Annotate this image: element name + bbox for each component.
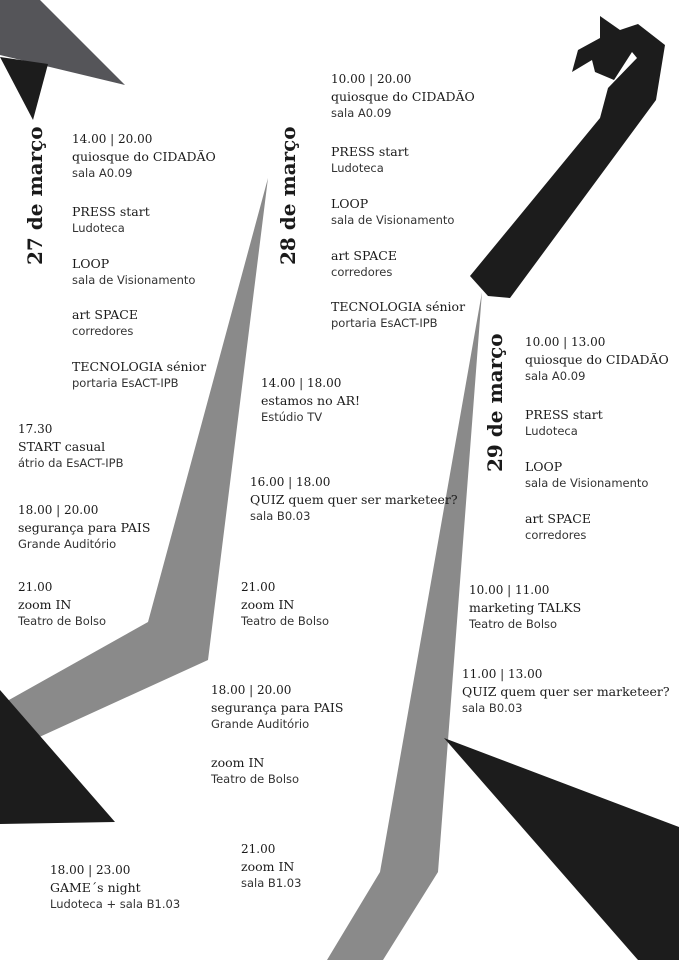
event-place: sala A0.09 (331, 106, 392, 120)
event-title: quiosque do CIDADÃO (525, 352, 669, 367)
event-28-zoom-in-bolso (211, 754, 299, 788)
event-title: zoom IN (241, 859, 295, 874)
event-29-quiz (462, 666, 670, 717)
event-27-start-casual (18, 421, 123, 472)
event-title: LOOP (525, 459, 563, 474)
event-time: 14.00 | 18.00 (261, 376, 342, 390)
event-time: 11.00 | 13.00 (462, 667, 543, 681)
event-title: quiosque do CIDADÃO (72, 149, 216, 164)
event-place: Teatro de Bolso (241, 614, 330, 628)
event-29-loop (525, 458, 648, 492)
event-29-quiosque (525, 334, 669, 385)
top-right-black-figure (470, 16, 665, 298)
event-title: PRESS start (525, 407, 603, 422)
event-time: 10.00 | 20.00 (331, 72, 412, 86)
event-place: Ludoteca (331, 161, 384, 175)
event-28-quiosque (331, 71, 475, 122)
event-title: segurança para PAIS (18, 520, 151, 535)
event-title: marketing TALKS (469, 600, 582, 615)
event-title: segurança para PAIS (211, 700, 344, 715)
event-time: 21.00 (241, 842, 276, 856)
event-title: zoom IN (241, 597, 295, 612)
event-title: art SPACE (331, 248, 397, 263)
event-time: 18.00 | 23.00 (50, 863, 131, 877)
event-28-zoom-in-2100 (241, 579, 329, 630)
event-27-tecnologia (72, 358, 206, 392)
event-place: átrio da EsACT-IPB (18, 456, 124, 470)
day-heading-29: 29 de março (483, 333, 507, 472)
event-27-seguranca (18, 502, 150, 553)
event-27-quiosque (72, 131, 216, 182)
event-title: START casual (18, 439, 106, 454)
event-time: 10.00 | 13.00 (525, 335, 606, 349)
event-29-art-space (525, 510, 591, 544)
top-left-black-wedge (0, 57, 48, 120)
event-title: quiosque do CIDADÃO (331, 89, 475, 104)
event-place: Ludoteca + sala B1.03 (50, 897, 181, 911)
event-title: QUIZ quem quer ser marketeer? (462, 684, 670, 699)
event-28-quiz (250, 474, 458, 525)
event-title: GAME´s night (50, 880, 141, 895)
day-heading-27: 27 de março (23, 126, 47, 265)
event-place: sala de Visionamento (72, 273, 196, 287)
event-time: 10.00 | 11.00 (469, 583, 550, 597)
bottom-right-black-triangle (444, 738, 679, 960)
event-time: 18.00 | 20.00 (18, 503, 99, 517)
event-27-art-space (72, 306, 138, 340)
event-28-loop (331, 195, 454, 229)
event-place: Teatro de Bolso (211, 772, 300, 786)
event-place: sala B1.03 (241, 876, 302, 890)
event-time: 21.00 (241, 580, 276, 594)
event-title: zoom IN (18, 597, 72, 612)
event-title: LOOP (72, 256, 110, 271)
event-28-press-start (331, 143, 409, 177)
event-title: LOOP (331, 196, 369, 211)
event-time: 14.00 | 20.00 (72, 132, 153, 146)
event-29-press-start (525, 406, 603, 440)
event-place: Ludoteca (72, 221, 125, 235)
event-title: art SPACE (72, 307, 138, 322)
event-28-estamos-no-ar (261, 375, 360, 426)
event-27-press-start (72, 203, 150, 237)
event-place: Teatro de Bolso (469, 617, 558, 631)
event-title: estamos no AR! (261, 393, 361, 408)
event-place: sala A0.09 (72, 166, 133, 180)
event-title: art SPACE (525, 511, 591, 526)
event-place: sala de Visionamento (331, 213, 455, 227)
event-28-tecnologia (331, 298, 465, 332)
event-title: PRESS start (72, 204, 150, 219)
event-place: Grande Auditório (18, 537, 117, 551)
event-place: corredores (331, 265, 393, 279)
event-28-zoom-in-b103 (241, 841, 301, 892)
event-title: TECNOLOGIA sénior (331, 299, 466, 314)
event-title: PRESS start (331, 144, 409, 159)
event-place: sala B0.03 (462, 701, 523, 715)
event-place: portaria EsACT-IPB (72, 376, 179, 390)
event-title: QUIZ quem quer ser marketeer? (250, 492, 458, 507)
event-place: Grande Auditório (211, 717, 310, 731)
event-time: 16.00 | 18.00 (250, 475, 331, 489)
event-place: portaria EsACT-IPB (331, 316, 438, 330)
event-place: Estúdio TV (261, 410, 323, 424)
event-place: sala B0.03 (250, 509, 311, 523)
event-28-seguranca (211, 682, 343, 733)
event-title: TECNOLOGIA sénior (72, 359, 207, 374)
event-time: 21.00 (18, 580, 53, 594)
event-place: Teatro de Bolso (18, 614, 107, 628)
event-27-loop (72, 255, 195, 289)
event-time: 18.00 | 20.00 (211, 683, 292, 697)
day-heading-28: 28 de março (276, 126, 300, 265)
event-29-marketing-talks (469, 582, 581, 633)
event-27-zoom-in (18, 579, 106, 630)
event-place: sala de Visionamento (525, 476, 649, 490)
event-place: Ludoteca (525, 424, 578, 438)
event-place: corredores (72, 324, 134, 338)
event-place: sala A0.09 (525, 369, 586, 383)
event-27-games-night (50, 862, 180, 913)
event-time: 17.30 (18, 422, 53, 436)
event-place: corredores (525, 528, 587, 542)
event-title: zoom IN (211, 755, 265, 770)
event-28-art-space (331, 247, 397, 281)
